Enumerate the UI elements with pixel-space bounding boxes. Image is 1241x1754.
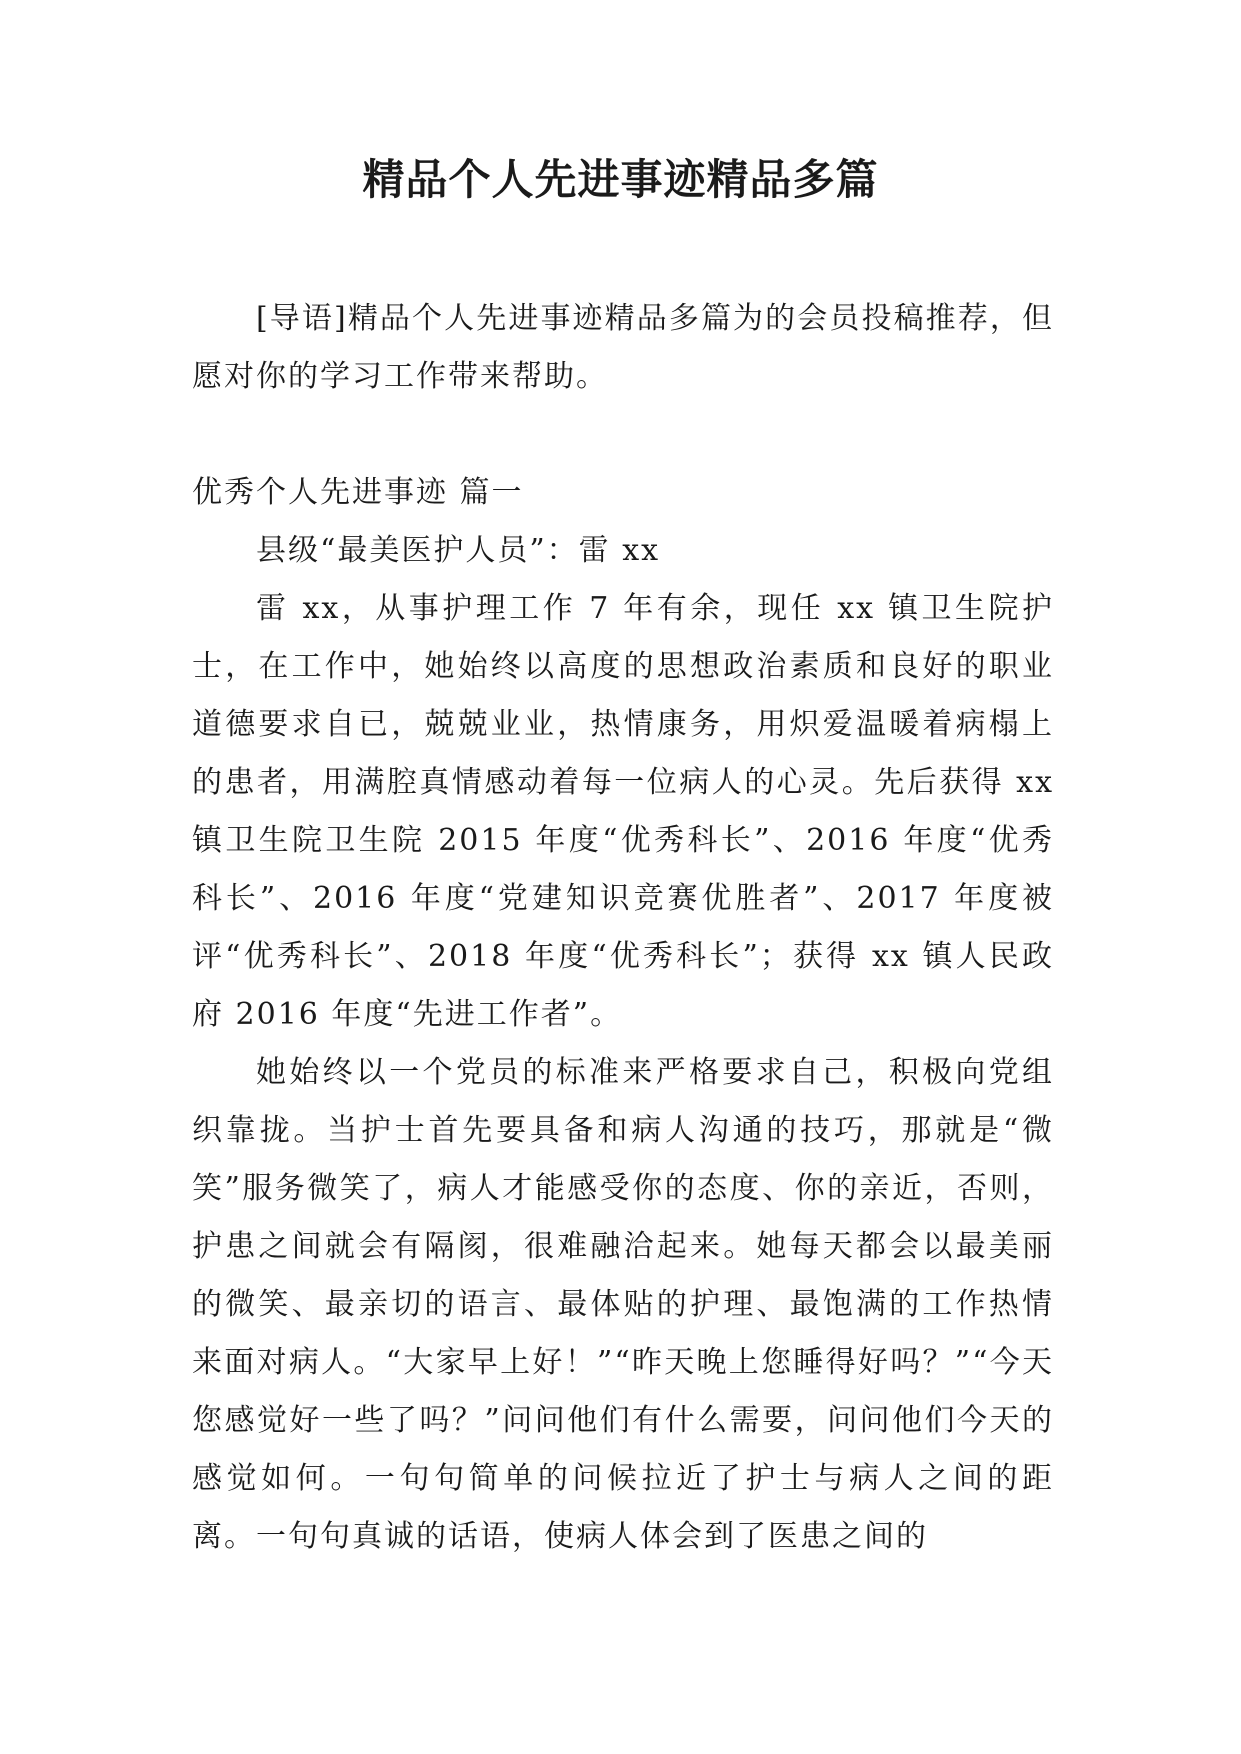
section-heading: 优秀个人先进事迹 篇一 xyxy=(192,475,524,510)
subheading: 县级“最美医护人员”：雷 xx xyxy=(256,533,661,568)
document-body xyxy=(192,290,1054,1566)
body-paragraph-1: 雷 xx，从事护理工作 7 年有余，现任 xx 镇卫生院护士，在工作中，她始终以高度的思想政治素质和良好的职业道德要求自已，兢兢业业，热情康务，用炽爱温暖着病榻上的患者，用满腔真情感动着每一位病人的心灵。先后获得 xx 镇卫生院卫生院 2015 年度“优秀科长”、2016 年度“优秀科长”、2016 年度“党建知识竞赛优胜者”、2017 年度被评“优秀科长”、2018 年度“优秀科长”；获得 xx 镇人民政府 2016 年度“先进工作者”。 xyxy=(192,591,1054,1032)
intro-paragraph: [导语]精品个人先进事迹精品多篇为的会员投稿推荐，但愿对你的学习工作带来帮助。 xyxy=(192,301,1054,394)
document-title: 精品个人先进事迹精品多篇 xyxy=(362,155,879,204)
body-paragraph-2: 她始终以一个党员的标准来严格要求自己，积极向党组织靠拢。当护士首先要具备和病人沟通的技巧，那就是“微笑”服务微笑了，病人才能感受你的态度、你的亲近，否则，护患之间就会有隔阂，很难融洽起来。她每天都会以最美丽的微笑、最亲切的语言、最体贴的护理、最饱满的工作热情来面对病人。“大家早上好！”“昨天晚上您睡得好吗？”“今天您感觉好一些了吗？”问问他们有什么需要，问问他们今天的感觉如何。一句句简单的问候拉近了护士与病人之间的距离。一句句真诚的话语，使病人体会到了医患之间的 xyxy=(192,1055,1054,1554)
